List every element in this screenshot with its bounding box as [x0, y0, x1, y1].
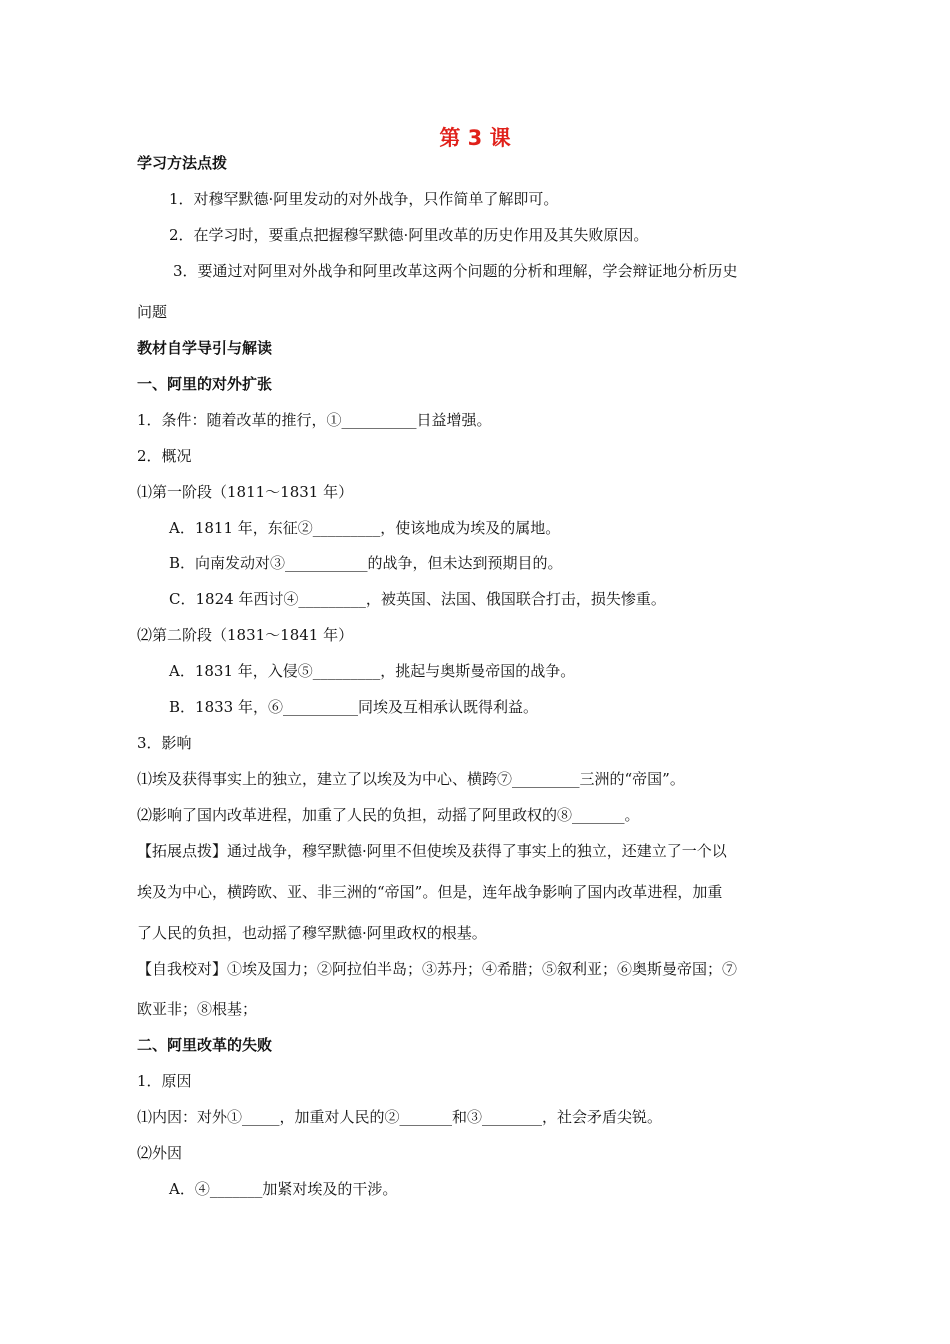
p1-stage-2: ⑵第二阶段（1831～1841 年）	[137, 626, 354, 644]
p2-external-a: A．④_______加紧对埃及的干涉。	[169, 1180, 398, 1198]
p1-self-check-line-2: 欧亚非；⑧根基；	[137, 1000, 258, 1018]
lesson-title: 第 3 课	[439, 126, 511, 150]
part-2-heading: 二、阿里改革的失败	[137, 1036, 273, 1054]
p2-internal-cause: ⑴内因：对外①_____，加重对人民的②_______和③________，社会矛盾尖锐。	[137, 1108, 663, 1126]
part-1-heading: 一、阿里的对外扩张	[137, 375, 273, 393]
section-heading-method: 学习方法点拨	[137, 154, 228, 172]
p1-impact-2: ⑵影响了国内改革进程，加重了人民的负担，动摇了阿里政权的⑧_______。	[137, 806, 640, 824]
section-heading-guide: 教材自学导引与解读	[137, 339, 273, 357]
p1-impact-1: ⑴埃及获得事实上的独立，建立了以埃及为中心、横跨⑦_________三洲的“帝国”。	[137, 770, 685, 788]
p1-extension-line-3: 了人民的负担，也动摇了穆罕默德·阿里政权的根基。	[137, 924, 487, 942]
p1-impact: 3．影响	[137, 734, 192, 752]
method-item-3: 3．要通过对阿里对外战争和阿里改革这两个问题的分析和理解，学会辩证地分析历史	[173, 262, 738, 280]
p1-stage-2-b: B．1833 年，⑥__________同埃及互相承认既得利益。	[169, 698, 538, 716]
p1-extension-line-2: 埃及为中心，横跨欧、亚、非三洲的“帝国”。但是，连年战争影响了国内改革进程，加重	[137, 883, 723, 901]
p1-self-check-line-1: 【自我校对】①埃及国力；②阿拉伯半岛；③苏丹；④希腊；⑤叙利亚；⑥奥斯曼帝国；⑦	[137, 960, 738, 978]
p1-stage-1: ⑴第一阶段（1811～1831 年）	[137, 483, 354, 501]
p1-stage-1-a: A．1811 年，东征②_________，使该地成为埃及的属地。	[169, 519, 561, 537]
p1-overview: 2．概况	[137, 447, 192, 465]
method-item-1: 1．对穆罕默德·阿里发动的对外战争，只作简单了解即可。	[169, 190, 559, 208]
p1-stage-1-b: B．向南发动对③___________的战争，但未达到预期目的。	[169, 554, 563, 572]
p2-external-cause: ⑵外因	[137, 1144, 183, 1162]
p1-stage-2-a: A．1831 年，入侵⑤_________，挑起与奥斯曼帝国的战争。	[169, 662, 576, 680]
p1-stage-1-c: C．1824 年西讨④_________，被英国、法国、俄国联合打击，损失惨重。	[169, 590, 666, 608]
p1-condition: 1．条件：随着改革的推行，①__________日益增强。	[137, 411, 492, 429]
p1-extension-line-1: 【拓展点拨】通过战争，穆罕默德·阿里不但使埃及获得了事实上的独立，还建立了一个以	[137, 842, 727, 860]
method-item-2: 2．在学习时，要重点把握穆罕默德·阿里改革的历史作用及其失败原因。	[169, 226, 649, 244]
p2-cause: 1．原因	[137, 1072, 192, 1090]
method-item-3-cont: 问题	[137, 303, 168, 321]
